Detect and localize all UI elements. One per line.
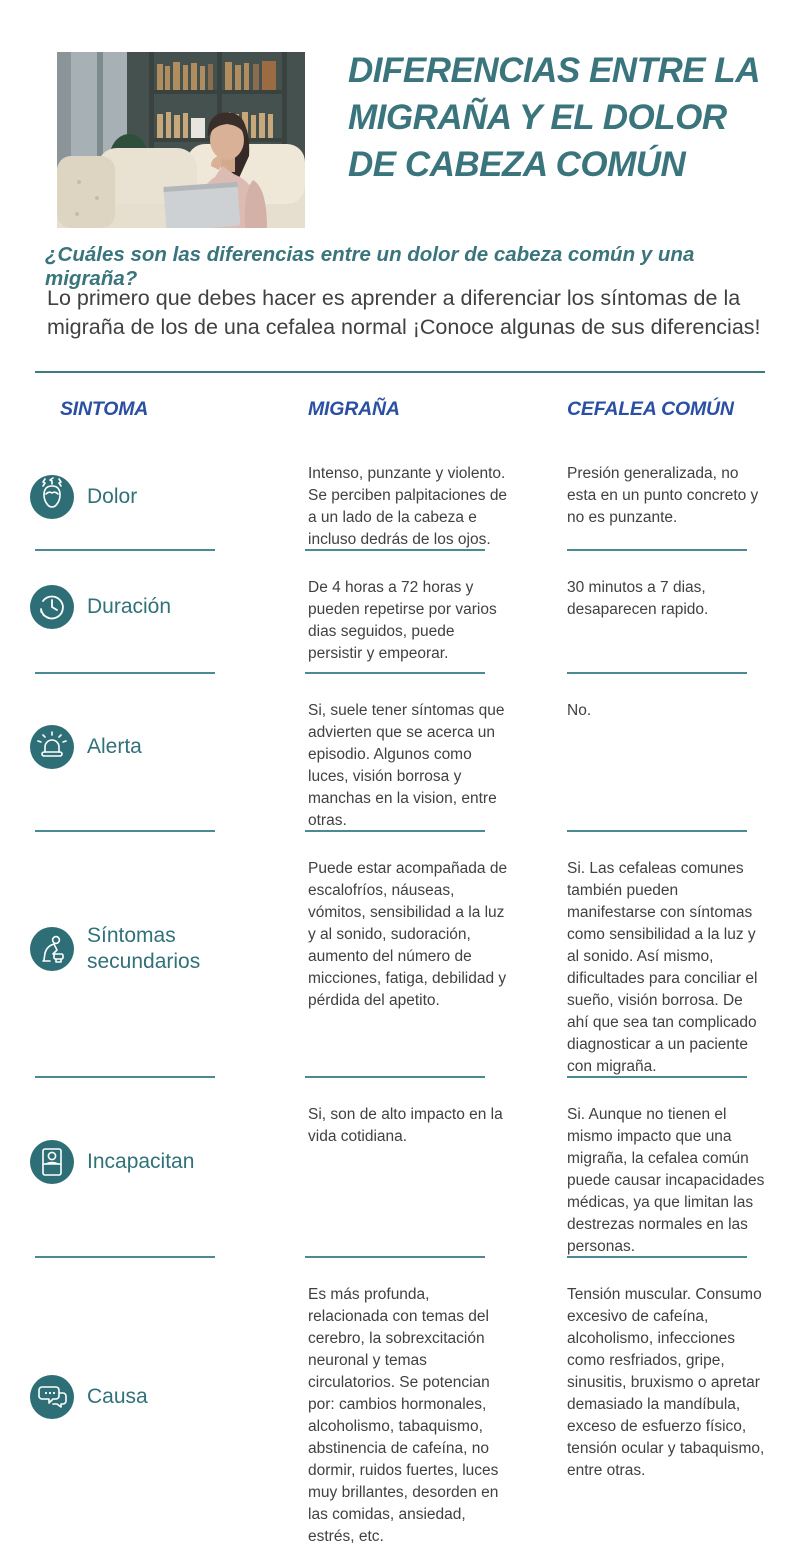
speech-bubbles-icon <box>30 1375 74 1419</box>
column-header-sintoma: SINTOMA <box>60 398 149 420</box>
cell-cefalea: No. <box>567 702 592 719</box>
column-header-migrana: MIGRAÑA <box>308 398 400 420</box>
title-line-2: MIGRAÑA Y EL DOLOR <box>348 98 727 137</box>
cell-migrana: Es más profunda, relacionada con temas del cerebro, la sobrexcitación neuronal y temas circulatorios. Se potencian por: cambios hormonales, alcoholismo, tabaquismo, abstinencia de cafeína, no dormir, ruidos fuertes, luces muy brillantes, desorden en las comidas, ansiedad, estrés, etc. <box>308 1286 499 1545</box>
clock-icon <box>30 585 74 629</box>
intro-paragraph: Lo primero que debes hacer es aprender a diferenciar los síntomas de la migraña de los de una cefalea normal ¡Conoce algunas de sus diferencias! <box>47 286 761 339</box>
title-line-3: DE CABEZA COMÚN <box>348 145 686 184</box>
title-line-1: DIFERENCIAS ENTRE LA <box>348 51 760 90</box>
section-divider <box>35 371 765 373</box>
table-row-incapacitan <box>30 1078 765 1258</box>
cell-cefalea: 30 minutos a 7 dias, desaparecen rapido. <box>567 579 709 618</box>
siren-icon <box>30 725 74 769</box>
table-row-causa <box>30 1258 765 1548</box>
cell-cefalea: Presión generalizada, no esta en un punto concreto y no es punzante. <box>567 465 759 526</box>
row-label: Alerta <box>87 735 142 758</box>
cell-migrana: De 4 horas a 72 horas y pueden repetirse por varios dias seguidos, puede persistir y empeorar. <box>308 579 497 662</box>
headache-icon <box>30 475 74 519</box>
woman-on-couch-illustration <box>57 52 305 228</box>
table-row-dolor <box>30 455 765 551</box>
table-row-duracion <box>30 551 765 674</box>
row-label: Duración <box>87 594 172 618</box>
cell-cefalea: Si. Las cefaleas comunes también pueden manifestarse con síntomas como sensibilidad a la luz y al sonido. Así mismo, dificultades para conciliar el sueño, visión borrosa. De ahí que sea tan complicado diagnosticar a un paciente con migraña. <box>567 860 758 1075</box>
bed-icon <box>30 1140 74 1184</box>
column-header-cefalea: CEFALEA COMÚN <box>567 398 734 420</box>
table-row-sintomas-secundarios <box>30 832 765 1078</box>
cell-migrana: Si, suele tener síntomas que advierten que se acerca un episodio. Algunos como luces, visión borrosa y manchas en la vision, entre otras. <box>308 702 505 829</box>
row-label: Síntomas secundarios <box>87 924 201 973</box>
row-label: Dolor <box>87 485 138 508</box>
page-title <box>348 47 773 188</box>
table-row-alerta <box>30 674 765 832</box>
cell-cefalea: Si. Aunque no tienen el mismo impacto que una migraña, la cefalea común puede causar incapacidades médicas, ya que limitan las destrezas normales en las personas. <box>567 1106 765 1255</box>
nausea-icon <box>30 927 74 971</box>
comparison-table <box>30 398 765 1548</box>
intro-question: ¿Cuáles son las diferencias entre un dolor de cabeza común y una migraña? <box>45 243 695 290</box>
hero-photo <box>57 52 305 228</box>
cell-migrana: Si, son de alto impacto en la vida cotidiana. <box>308 1106 503 1145</box>
cell-migrana: Intenso, punzante y violento. Se perciben palpitaciones de a un lado de la cabeza e incluso dedrás de los ojos. <box>308 465 508 548</box>
row-label: Causa <box>87 1385 148 1408</box>
table-header-row <box>30 398 765 455</box>
row-label: Incapacitan <box>87 1150 195 1173</box>
cell-cefalea: Tensión muscular. Consumo excesivo de cafeína, alcoholismo, infecciones como resfriados, gripe, sinusitis, bruxismo o apretar demasiado la mandíbula, exceso de esfuerzo físico, tensión ocular y tabaquismo, entre otras. <box>567 1286 765 1479</box>
cell-migrana: Puede estar acompañada de escalofríos, náuseas, vómitos, sensibilidad a la luz y al sonido, sudoración, aumento del número de micciones, fatiga, debilidad y pérdida del apetito. <box>308 860 508 1009</box>
